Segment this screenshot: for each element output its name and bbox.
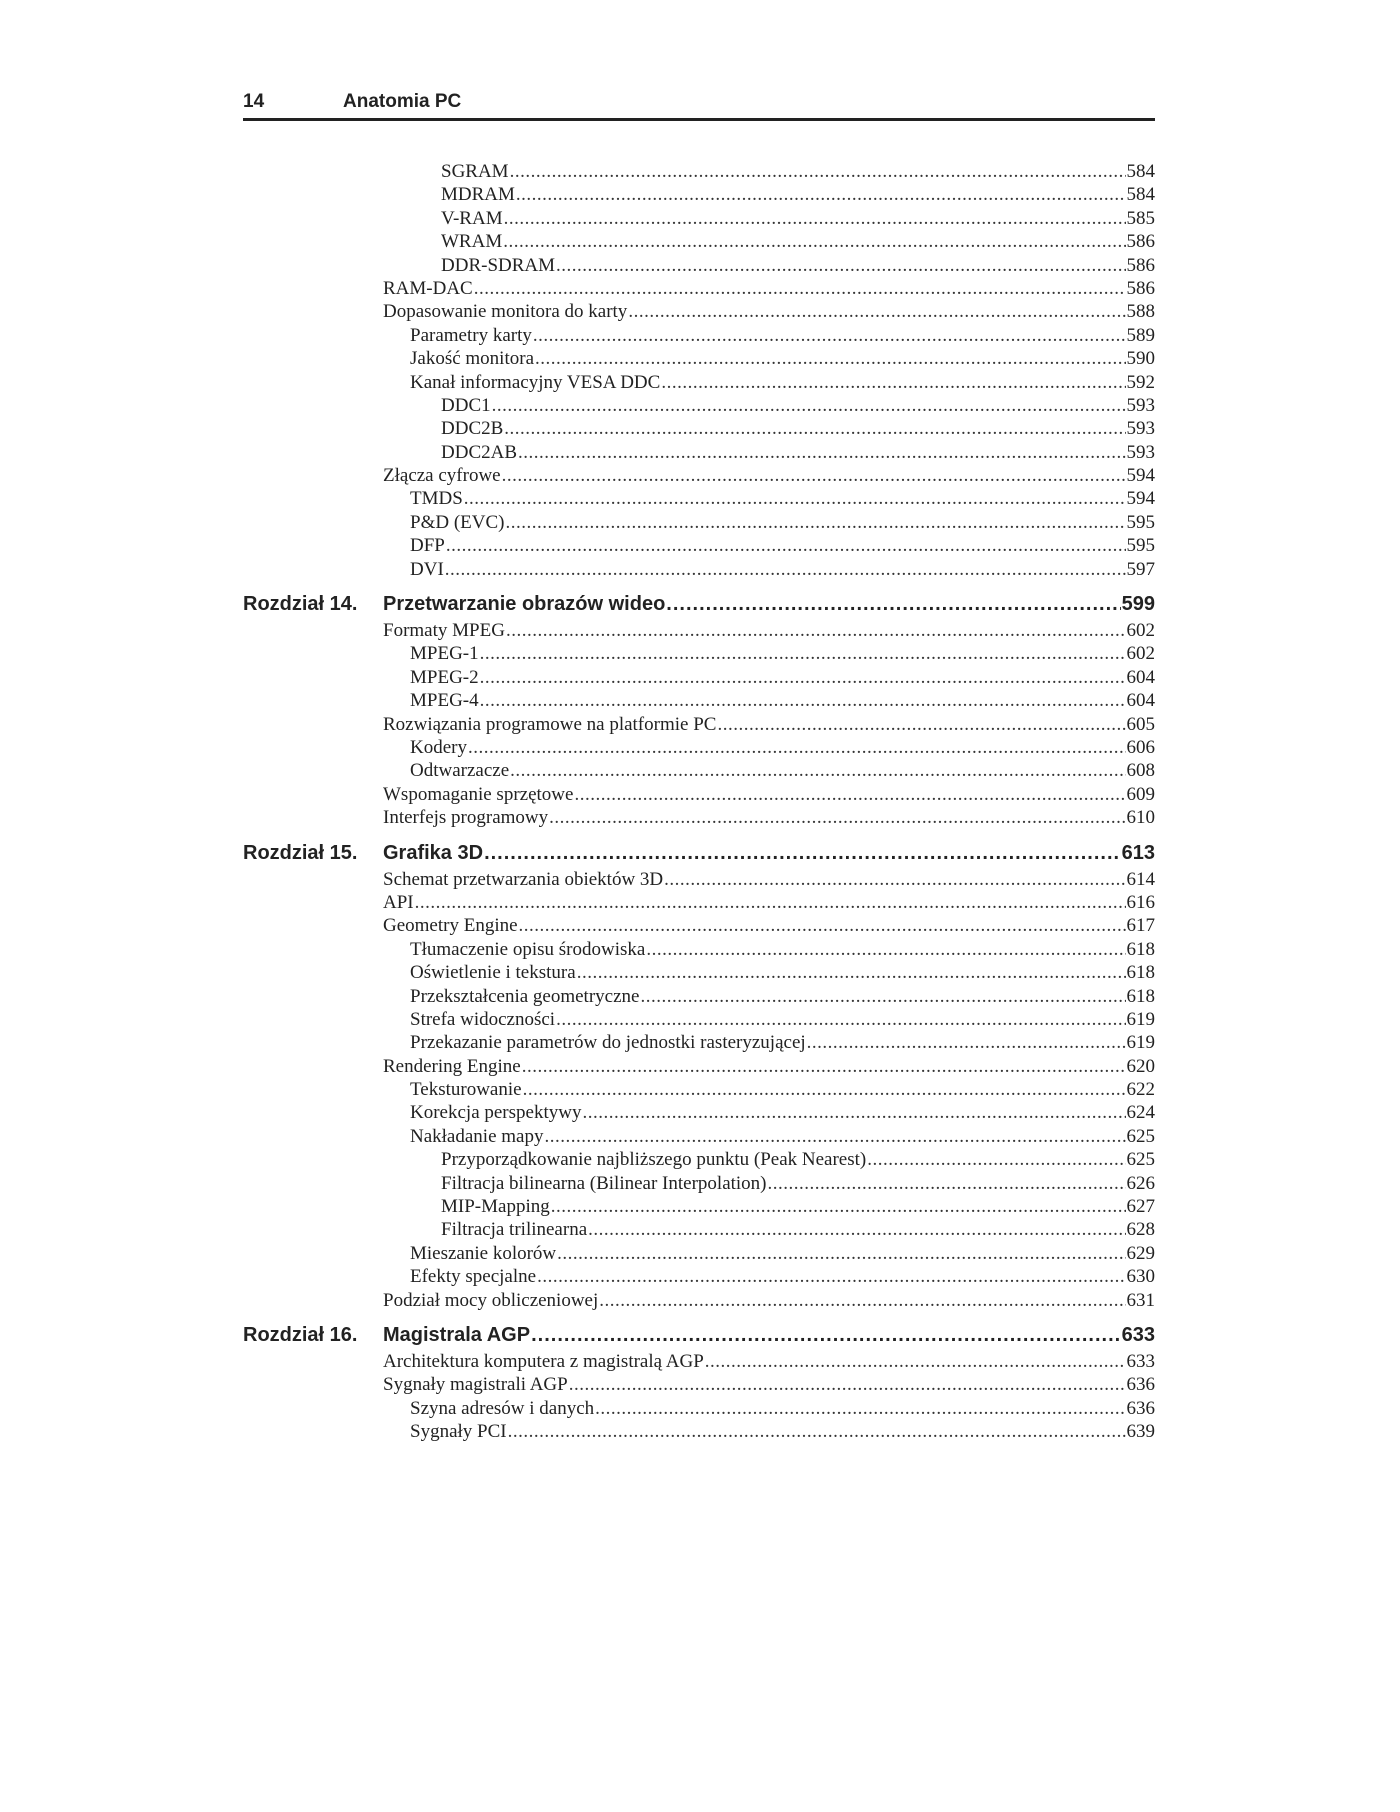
toc-page-number: 631 bbox=[1126, 1289, 1155, 1311]
toc-page-number: 585 bbox=[1126, 207, 1155, 229]
toc-entry-row bbox=[243, 300, 1155, 323]
toc-page-number: 606 bbox=[1126, 736, 1155, 758]
toc-entry-title: MPEG-4 bbox=[410, 690, 479, 712]
toc-entry-title: Filtracja trilinearna bbox=[441, 1219, 588, 1241]
toc-entry-row bbox=[243, 511, 1155, 534]
toc-entry-row bbox=[243, 558, 1155, 581]
toc-entry-title: MPEG-1 bbox=[410, 643, 479, 665]
toc-entry-row bbox=[243, 324, 1155, 347]
toc-entry-row bbox=[243, 914, 1155, 937]
dot-leader bbox=[705, 1350, 1126, 1373]
dot-leader bbox=[556, 254, 1125, 277]
toc-entry-row bbox=[243, 183, 1155, 206]
dot-leader bbox=[807, 1031, 1126, 1054]
toc-entry-title: Oświetlenie i tekstura bbox=[410, 962, 576, 984]
dot-leader bbox=[595, 1397, 1125, 1420]
toc-page-number: 630 bbox=[1126, 1266, 1155, 1288]
toc-entry-row bbox=[243, 759, 1155, 782]
toc-page-number: 616 bbox=[1126, 891, 1155, 913]
toc-entry-row bbox=[243, 985, 1155, 1008]
toc-entry-row bbox=[243, 868, 1155, 891]
toc-page-number: 629 bbox=[1126, 1242, 1155, 1264]
dot-leader bbox=[549, 806, 1125, 829]
dot-leader bbox=[640, 985, 1125, 1008]
toc-chapter-row bbox=[243, 590, 1155, 619]
chapter-page-number: 613 bbox=[1121, 841, 1155, 864]
toc-entry-title: Efekty specjalne bbox=[410, 1266, 537, 1288]
dot-leader bbox=[492, 394, 1126, 417]
toc-entry-row bbox=[243, 207, 1155, 230]
toc-entry-row bbox=[243, 961, 1155, 984]
toc-entry-title: Dopasowanie monitora do karty bbox=[383, 301, 628, 323]
toc-entry-row bbox=[243, 1265, 1155, 1288]
toc-entry-row bbox=[243, 1195, 1155, 1218]
toc-page-number: 627 bbox=[1126, 1196, 1155, 1218]
chapter-label: Rozdział 16. bbox=[243, 1323, 358, 1346]
toc-entry-title: DFP bbox=[410, 535, 445, 557]
toc-page-number: 617 bbox=[1126, 915, 1155, 937]
toc-entry-row bbox=[243, 277, 1155, 300]
dot-leader bbox=[484, 839, 1121, 868]
toc-entry-title: Nakładanie mapy bbox=[410, 1125, 544, 1147]
toc-entry-row bbox=[243, 1125, 1155, 1148]
toc-entry-title: DDC2B bbox=[441, 418, 504, 440]
toc-entry-row bbox=[243, 891, 1155, 914]
toc-entry-row bbox=[243, 254, 1155, 277]
toc-page-number: 590 bbox=[1126, 348, 1155, 370]
toc-page-number: 626 bbox=[1126, 1172, 1155, 1194]
toc-page-number: 584 bbox=[1126, 161, 1155, 182]
toc-entry-title: Formaty MPEG bbox=[383, 620, 505, 642]
toc-entry-row bbox=[243, 783, 1155, 806]
toc-page-number: 592 bbox=[1126, 371, 1155, 393]
dot-leader bbox=[445, 558, 1126, 581]
dot-leader bbox=[717, 713, 1125, 736]
toc-entry-title: Rendering Engine bbox=[383, 1055, 521, 1077]
toc-page-number: 597 bbox=[1126, 558, 1155, 580]
dot-leader bbox=[569, 1373, 1126, 1396]
toc-entry-row bbox=[243, 487, 1155, 510]
toc-entry-row bbox=[243, 713, 1155, 736]
dot-leader bbox=[522, 1055, 1126, 1078]
toc-entry-row bbox=[243, 1218, 1155, 1241]
dot-leader bbox=[510, 160, 1126, 183]
toc-entry-title: DDC2AB bbox=[441, 441, 518, 463]
dot-leader bbox=[504, 207, 1126, 230]
dot-leader bbox=[508, 1420, 1126, 1443]
toc-page-number: 608 bbox=[1126, 760, 1155, 782]
toc-entry-row bbox=[243, 806, 1155, 829]
toc-page-number: 595 bbox=[1126, 511, 1155, 533]
toc-page-number: 602 bbox=[1126, 620, 1155, 642]
dot-leader bbox=[446, 534, 1126, 557]
toc-page-number: 614 bbox=[1126, 868, 1155, 890]
dot-leader bbox=[502, 464, 1126, 487]
toc-page-number: 625 bbox=[1126, 1149, 1155, 1171]
toc-page-number: 628 bbox=[1126, 1219, 1155, 1241]
chapter-title: Grafika 3D bbox=[383, 841, 484, 864]
toc-entry-title: Przekazanie parametrów do jednostki rasteryzującej bbox=[410, 1032, 806, 1054]
dot-leader bbox=[628, 300, 1125, 323]
toc-entry-title: Przekształcenia geometryczne bbox=[410, 985, 640, 1007]
toc-page-number: 595 bbox=[1126, 535, 1155, 557]
toc-entry-title: V-RAM bbox=[441, 207, 503, 229]
dot-leader bbox=[533, 324, 1126, 347]
dot-leader bbox=[537, 1265, 1125, 1288]
toc-entry-row bbox=[243, 642, 1155, 665]
toc-page-number: 625 bbox=[1126, 1125, 1155, 1147]
toc-entry-row bbox=[243, 371, 1155, 394]
toc-page-number: 636 bbox=[1126, 1397, 1155, 1419]
dot-leader bbox=[666, 590, 1120, 619]
toc-entry-row bbox=[243, 394, 1155, 417]
toc-page-number: 604 bbox=[1126, 666, 1155, 688]
toc-entry-row bbox=[243, 619, 1155, 642]
toc-entry-title: WRAM bbox=[441, 231, 503, 253]
dot-leader bbox=[480, 666, 1126, 689]
toc-entry-title: MIP-Mapping bbox=[441, 1196, 550, 1218]
toc-entry-title: Szyna adresów i danych bbox=[410, 1397, 595, 1419]
dot-leader bbox=[646, 938, 1125, 961]
toc-entry-title: Mieszanie kolorów bbox=[410, 1242, 557, 1264]
toc-entry-title: Interfejs programowy bbox=[383, 807, 549, 829]
toc-page-number: 633 bbox=[1126, 1350, 1155, 1372]
dot-leader bbox=[474, 277, 1126, 300]
book-title: Anatomia PC bbox=[343, 91, 462, 112]
toc-entry-title: Złącza cyfrowe bbox=[383, 465, 501, 487]
dot-leader bbox=[574, 783, 1125, 806]
toc-page-number: 588 bbox=[1126, 301, 1155, 323]
toc-page-number: 619 bbox=[1126, 1008, 1155, 1030]
toc-page-number: 594 bbox=[1126, 465, 1155, 487]
toc-page-number: 602 bbox=[1126, 643, 1155, 665]
toc-entry-title: DDR-SDRAM bbox=[441, 254, 556, 276]
toc-entry-title: SGRAM bbox=[441, 161, 509, 182]
dot-leader bbox=[523, 1078, 1126, 1101]
toc-entry-row bbox=[243, 1008, 1155, 1031]
dot-leader bbox=[480, 689, 1126, 712]
page-number: 14 bbox=[243, 91, 265, 112]
dot-leader bbox=[464, 487, 1126, 510]
toc-entry-row bbox=[243, 736, 1155, 759]
dot-leader bbox=[480, 642, 1126, 665]
chapter-label: Rozdział 15. bbox=[243, 841, 358, 864]
toc-entry-title: Odtwarzacze bbox=[410, 760, 510, 782]
toc-entry-title: P&D (EVC) bbox=[410, 511, 505, 533]
dot-leader bbox=[415, 891, 1126, 914]
toc-entry-title: Schemat przetwarzania obiektów 3D bbox=[383, 868, 664, 890]
chapter-page-number: 599 bbox=[1121, 593, 1155, 616]
toc-entry-row bbox=[243, 1350, 1155, 1373]
dot-leader bbox=[535, 347, 1125, 370]
toc-chapter-row bbox=[243, 1321, 1155, 1350]
toc-page-number: 618 bbox=[1126, 985, 1155, 1007]
chapter-label: Rozdział 14. bbox=[243, 593, 358, 616]
running-header bbox=[243, 90, 1155, 121]
toc-page-number: 604 bbox=[1126, 690, 1155, 712]
toc-entry-title: TMDS bbox=[410, 488, 463, 510]
toc-page-number: 620 bbox=[1126, 1055, 1155, 1077]
toc-page-number: 639 bbox=[1126, 1421, 1155, 1443]
toc-entry-row bbox=[243, 1420, 1155, 1443]
dot-leader bbox=[664, 868, 1125, 891]
toc-entry-title: Parametry karty bbox=[410, 324, 532, 346]
toc-entry-row bbox=[243, 1148, 1155, 1171]
toc-entry-title: Rozwiązania programowe na platformie PC bbox=[383, 713, 717, 735]
dot-leader bbox=[518, 441, 1125, 464]
dot-leader bbox=[516, 183, 1126, 206]
chapter-page-number: 633 bbox=[1121, 1323, 1155, 1346]
toc-entry-title: RAM-DAC bbox=[383, 277, 473, 299]
toc-entry-title: DVI bbox=[410, 558, 444, 580]
toc-page-number: 619 bbox=[1126, 1032, 1155, 1054]
toc-page-number: 589 bbox=[1126, 324, 1155, 346]
toc-entry-title: Filtracja bilinearna (Bilinear Interpolation) bbox=[441, 1172, 767, 1194]
dot-leader bbox=[505, 511, 1125, 534]
dot-leader bbox=[577, 961, 1126, 984]
toc-entry-title: Wspomaganie sprzętowe bbox=[383, 783, 574, 805]
toc-page-number: 594 bbox=[1126, 488, 1155, 510]
toc-page-number: 586 bbox=[1126, 277, 1155, 299]
toc-entry-title: API bbox=[383, 891, 414, 913]
dot-leader bbox=[768, 1172, 1126, 1195]
toc-entry-row bbox=[243, 441, 1155, 464]
dot-leader bbox=[519, 914, 1126, 937]
toc-entry-title: DDC1 bbox=[441, 394, 491, 416]
toc-page-number: 636 bbox=[1126, 1374, 1155, 1396]
toc-entry-title: Korekcja perspektywy bbox=[410, 1102, 582, 1124]
toc-entry-title: Teksturowanie bbox=[410, 1079, 522, 1101]
dot-leader bbox=[867, 1148, 1125, 1171]
toc-entry-title: Architektura komputera z magistralą AGP bbox=[383, 1350, 704, 1372]
dot-leader bbox=[556, 1008, 1125, 1031]
toc-entry-title: Jakość monitora bbox=[410, 348, 535, 370]
toc-entry-row bbox=[243, 417, 1155, 440]
toc-page-number: 609 bbox=[1126, 783, 1155, 805]
toc-entry-row bbox=[243, 1172, 1155, 1195]
toc-page-number: 593 bbox=[1126, 418, 1155, 440]
toc-entry-row bbox=[243, 347, 1155, 370]
toc-entry-row bbox=[243, 464, 1155, 487]
dot-leader bbox=[531, 1321, 1121, 1350]
chapter-title: Przetwarzanie obrazów wideo bbox=[383, 593, 666, 616]
toc-page-number: 593 bbox=[1126, 394, 1155, 416]
dot-leader bbox=[506, 619, 1126, 642]
toc-entry-title: Sygnały PCI bbox=[410, 1421, 507, 1443]
dot-leader bbox=[468, 736, 1126, 759]
dot-leader bbox=[551, 1195, 1126, 1218]
toc-entry-title: MDRAM bbox=[441, 184, 515, 206]
dot-leader bbox=[599, 1289, 1125, 1312]
toc-entry-row bbox=[243, 1373, 1155, 1396]
toc-page-number: 584 bbox=[1126, 184, 1155, 206]
dot-leader bbox=[510, 759, 1125, 782]
toc-page-number: 618 bbox=[1126, 962, 1155, 984]
toc-entry-title: Sygnały magistrali AGP bbox=[383, 1374, 568, 1396]
toc-entry-title: Przyporządkowanie najbliższego punktu (Peak Nearest) bbox=[441, 1149, 867, 1171]
toc-page-number: 624 bbox=[1126, 1102, 1155, 1124]
dot-leader bbox=[557, 1242, 1125, 1265]
toc-entry-row bbox=[243, 1397, 1155, 1420]
dot-leader bbox=[504, 417, 1125, 440]
toc-page-number: 605 bbox=[1126, 713, 1155, 735]
chapter-title: Magistrala AGP bbox=[383, 1323, 531, 1346]
toc-page-number: 610 bbox=[1126, 807, 1155, 829]
toc-entry-row bbox=[243, 938, 1155, 961]
toc-page-number: 593 bbox=[1126, 441, 1155, 463]
toc-entry-row bbox=[243, 534, 1155, 557]
toc-entry-row bbox=[243, 230, 1155, 253]
toc-entry-row bbox=[243, 689, 1155, 712]
table-of-contents bbox=[243, 160, 1155, 1444]
toc-entry-title: Strefa widoczności bbox=[410, 1008, 556, 1030]
dot-leader bbox=[544, 1125, 1125, 1148]
toc-page-number: 586 bbox=[1126, 254, 1155, 276]
toc-entry-title: Kanał informacyjny VESA DDC bbox=[410, 371, 661, 393]
toc-entry-title: Tłumaczenie opisu środowiska bbox=[410, 938, 646, 960]
toc-page-number: 618 bbox=[1126, 938, 1155, 960]
toc-page-number: 586 bbox=[1126, 231, 1155, 253]
toc-entry-title: Kodery bbox=[410, 736, 467, 758]
toc-entry-row bbox=[243, 160, 1155, 183]
toc-entry-row bbox=[243, 1289, 1155, 1312]
toc-page-number: 622 bbox=[1126, 1079, 1155, 1101]
toc-entry-row bbox=[243, 1031, 1155, 1054]
toc-chapter-row bbox=[243, 839, 1155, 868]
toc-entry-title: Geometry Engine bbox=[383, 915, 518, 937]
toc-entry-row bbox=[243, 1078, 1155, 1101]
dot-leader bbox=[503, 230, 1125, 253]
toc-entry-row bbox=[243, 1101, 1155, 1124]
dot-leader bbox=[588, 1218, 1125, 1241]
toc-entry-title: MPEG-2 bbox=[410, 666, 479, 688]
dot-leader bbox=[661, 371, 1125, 394]
dot-leader bbox=[582, 1101, 1125, 1124]
toc-entry-title: Podział mocy obliczeniowej bbox=[383, 1289, 599, 1311]
toc-entry-row bbox=[243, 666, 1155, 689]
toc-entry-row bbox=[243, 1242, 1155, 1265]
toc-entry-row bbox=[243, 1055, 1155, 1078]
